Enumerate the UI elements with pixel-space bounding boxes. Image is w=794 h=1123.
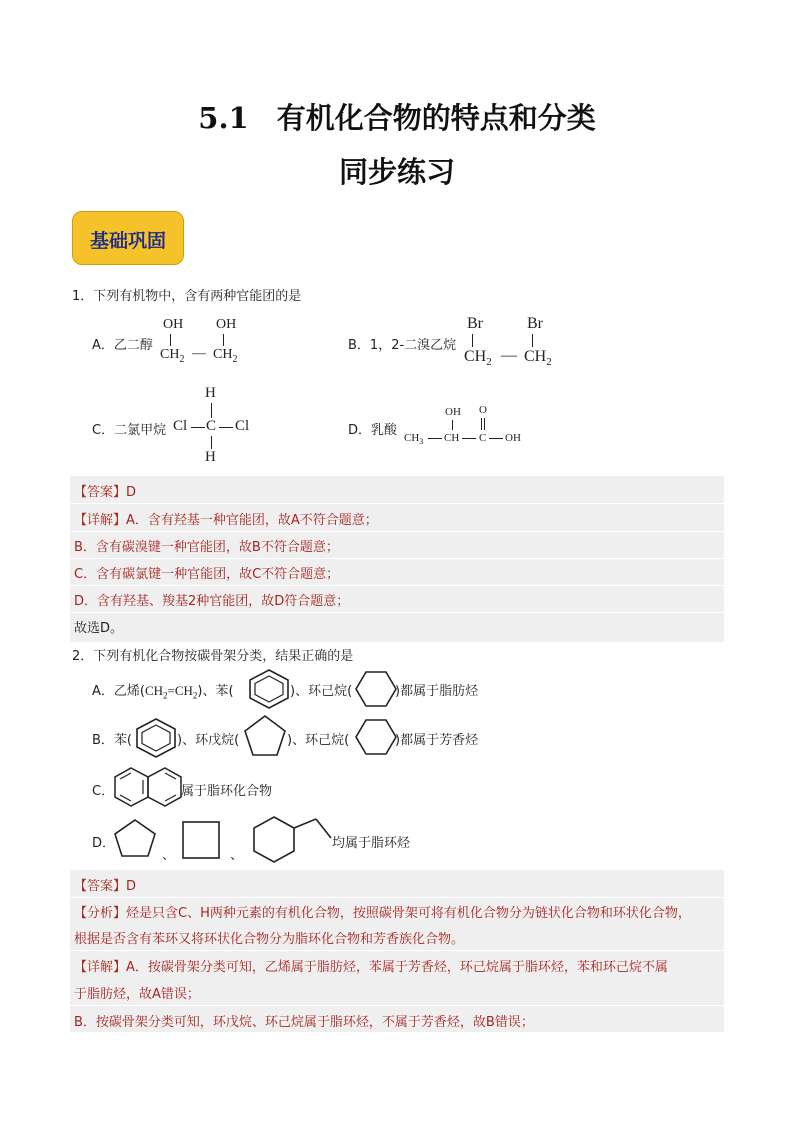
cyclopentane-ring-icon — [243, 714, 287, 758]
page-title — [0, 96, 794, 137]
q2-option-d-separator: 、 — [162, 848, 176, 863]
methylene-group: $CH_2$ — [160, 347, 185, 365]
title-main: 有机化合物的特点和分类 — [276, 101, 596, 135]
question-1-stem: 1．下列有机物中，含有两种官能团的是 — [72, 289, 302, 304]
cyclohexane-ring-icon — [355, 719, 397, 755]
naphthalene-ring-icon — [114, 767, 182, 807]
detail-line: 【详解】A．含有羟基一种官能团，故A不符合题意； — [74, 513, 378, 528]
benzene-ring-icon — [133, 718, 179, 758]
detail-line: D．含有羟基、羧基2种官能团，故D符合题意； — [74, 594, 350, 609]
methylene-group: $CH_2$ — [464, 348, 492, 369]
q1-option-a-structure — [160, 317, 260, 367]
q1-option-b-structure — [464, 315, 574, 371]
bond-line — [472, 334, 473, 347]
q2-option-a-end: )都属于脂肪烃 — [395, 684, 479, 699]
conclusion-line: 故选D。 — [74, 621, 124, 636]
q2-option-c-end: 属于脂环化合物 — [181, 784, 273, 799]
benzene-ring-icon — [246, 669, 292, 709]
bond-line — [452, 420, 453, 430]
q1-option-c-label: C．二氯甲烷 — [92, 423, 167, 438]
page-subtitle: 同步练习 — [338, 155, 455, 189]
hydroxyl-label: OH — [216, 317, 237, 332]
q1-option-c-structure — [173, 385, 263, 465]
q1-answer-box — [70, 476, 724, 642]
q1-option-b-label: B．1，2-二溴乙烷 — [348, 338, 457, 353]
bond-line — [428, 438, 442, 439]
bond-line — [211, 436, 212, 449]
detail-line: B．含有碳溴键一种官能团，故B不符合题意； — [74, 540, 339, 555]
answer-line: 【答案】D — [74, 485, 137, 500]
methylcyclohexane-ring-icon — [252, 816, 332, 864]
methylene-group: $CH_2$ — [524, 348, 552, 369]
q2-option-d-end: 均属于脂环烃 — [332, 836, 411, 851]
bond-line — [481, 418, 482, 430]
q1-option-d-structure — [404, 404, 534, 448]
q1-option-d-label: D．乳酸 — [348, 423, 398, 438]
hydroxyl-label: OH — [445, 406, 461, 418]
q2-option-a-mid: )、环己烷( — [290, 684, 353, 699]
hydroxyl-label: OH — [505, 432, 521, 444]
cyclohexane-ring-icon — [355, 671, 397, 707]
methyl-group: $CH_3$ — [404, 432, 424, 447]
section-badge-label: 基础巩固 — [89, 230, 166, 252]
carbonyl-carbon: C — [479, 432, 487, 444]
hydrogen-label: H — [205, 449, 216, 465]
hydrogen-label: H — [205, 385, 216, 401]
bond-line — [223, 334, 224, 346]
bond-line — [532, 334, 533, 347]
detail-line: 【详解】A．按碳骨架分类可知，乙烯属于脂肪烃，苯属于芳香烃，环己烷属于脂环烃，苯和环己烷不属 — [74, 960, 668, 975]
bond-line — [489, 438, 503, 439]
bond-dash: — — [192, 346, 206, 361]
section-number: 5.1 — [198, 101, 249, 135]
section-badge — [72, 211, 184, 265]
methine-group: CH — [444, 432, 460, 444]
bond-line — [170, 334, 171, 346]
chlorine-label: Cl — [173, 418, 188, 434]
detail-line: 于脂肪烃，故A错误； — [74, 987, 200, 1002]
q2-option-c-prefix: C． — [92, 784, 115, 799]
bromine-label: Br — [467, 315, 483, 332]
bond-dash: — — [501, 347, 517, 364]
q2-option-a: A．乙烯$(CH_2=CH_2)$、苯( — [92, 683, 234, 701]
q2-option-d-prefix: D． — [92, 836, 116, 851]
q2-option-d-separator: 、 — [230, 848, 244, 863]
carbon-label: C — [206, 418, 217, 434]
bond-line — [219, 427, 233, 428]
bond-line — [191, 427, 205, 428]
bond-line — [211, 403, 212, 418]
cyclopentane-ring-icon — [114, 819, 156, 857]
analysis-line: 【分析】烃是只含C、H两种元素的有机化合物，按照碳骨架可将有机化合物分为链状化合物和环状化合物， — [74, 906, 691, 921]
detail-line: B．按碳骨架分类可知，环戊烷、环己烷属于脂环烃，不属于芳香烃，故B错误； — [74, 1015, 534, 1030]
q1-option-a-label: A．乙二醇 — [92, 338, 153, 353]
cyclobutane-ring-icon — [182, 821, 220, 859]
q2-answer-box — [70, 870, 724, 1032]
chlorine-label: Cl — [235, 418, 250, 434]
analysis-line: 根据是否含有苯环又将环状化合物分为脂环化合物和芳香族化合物。 — [74, 932, 465, 947]
hydroxyl-label: OH — [163, 317, 184, 332]
bond-line — [462, 438, 476, 439]
q2-option-b-mid1: )、环戊烷( — [177, 733, 240, 748]
ethylene-formula: $CH_2=CH_2$ — [144, 683, 198, 701]
question-2-stem: 2．下列有机化合物按碳骨架分类，结果正确的是 — [72, 649, 354, 664]
bromine-label: Br — [527, 315, 543, 332]
q2-option-b-end: )都属于芳香烃 — [395, 733, 479, 748]
detail-line: C．含有碳氯键一种官能团，故C不符合题意； — [74, 567, 340, 582]
bond-line — [484, 418, 485, 430]
q2-option-b-prefix: B．苯( — [92, 733, 132, 748]
methylene-group: $CH_2$ — [213, 347, 238, 365]
q2-option-b-mid2: )、环己烷( — [287, 733, 350, 748]
answer-line: 【答案】D — [74, 879, 137, 894]
oxygen-label: O — [479, 404, 487, 416]
